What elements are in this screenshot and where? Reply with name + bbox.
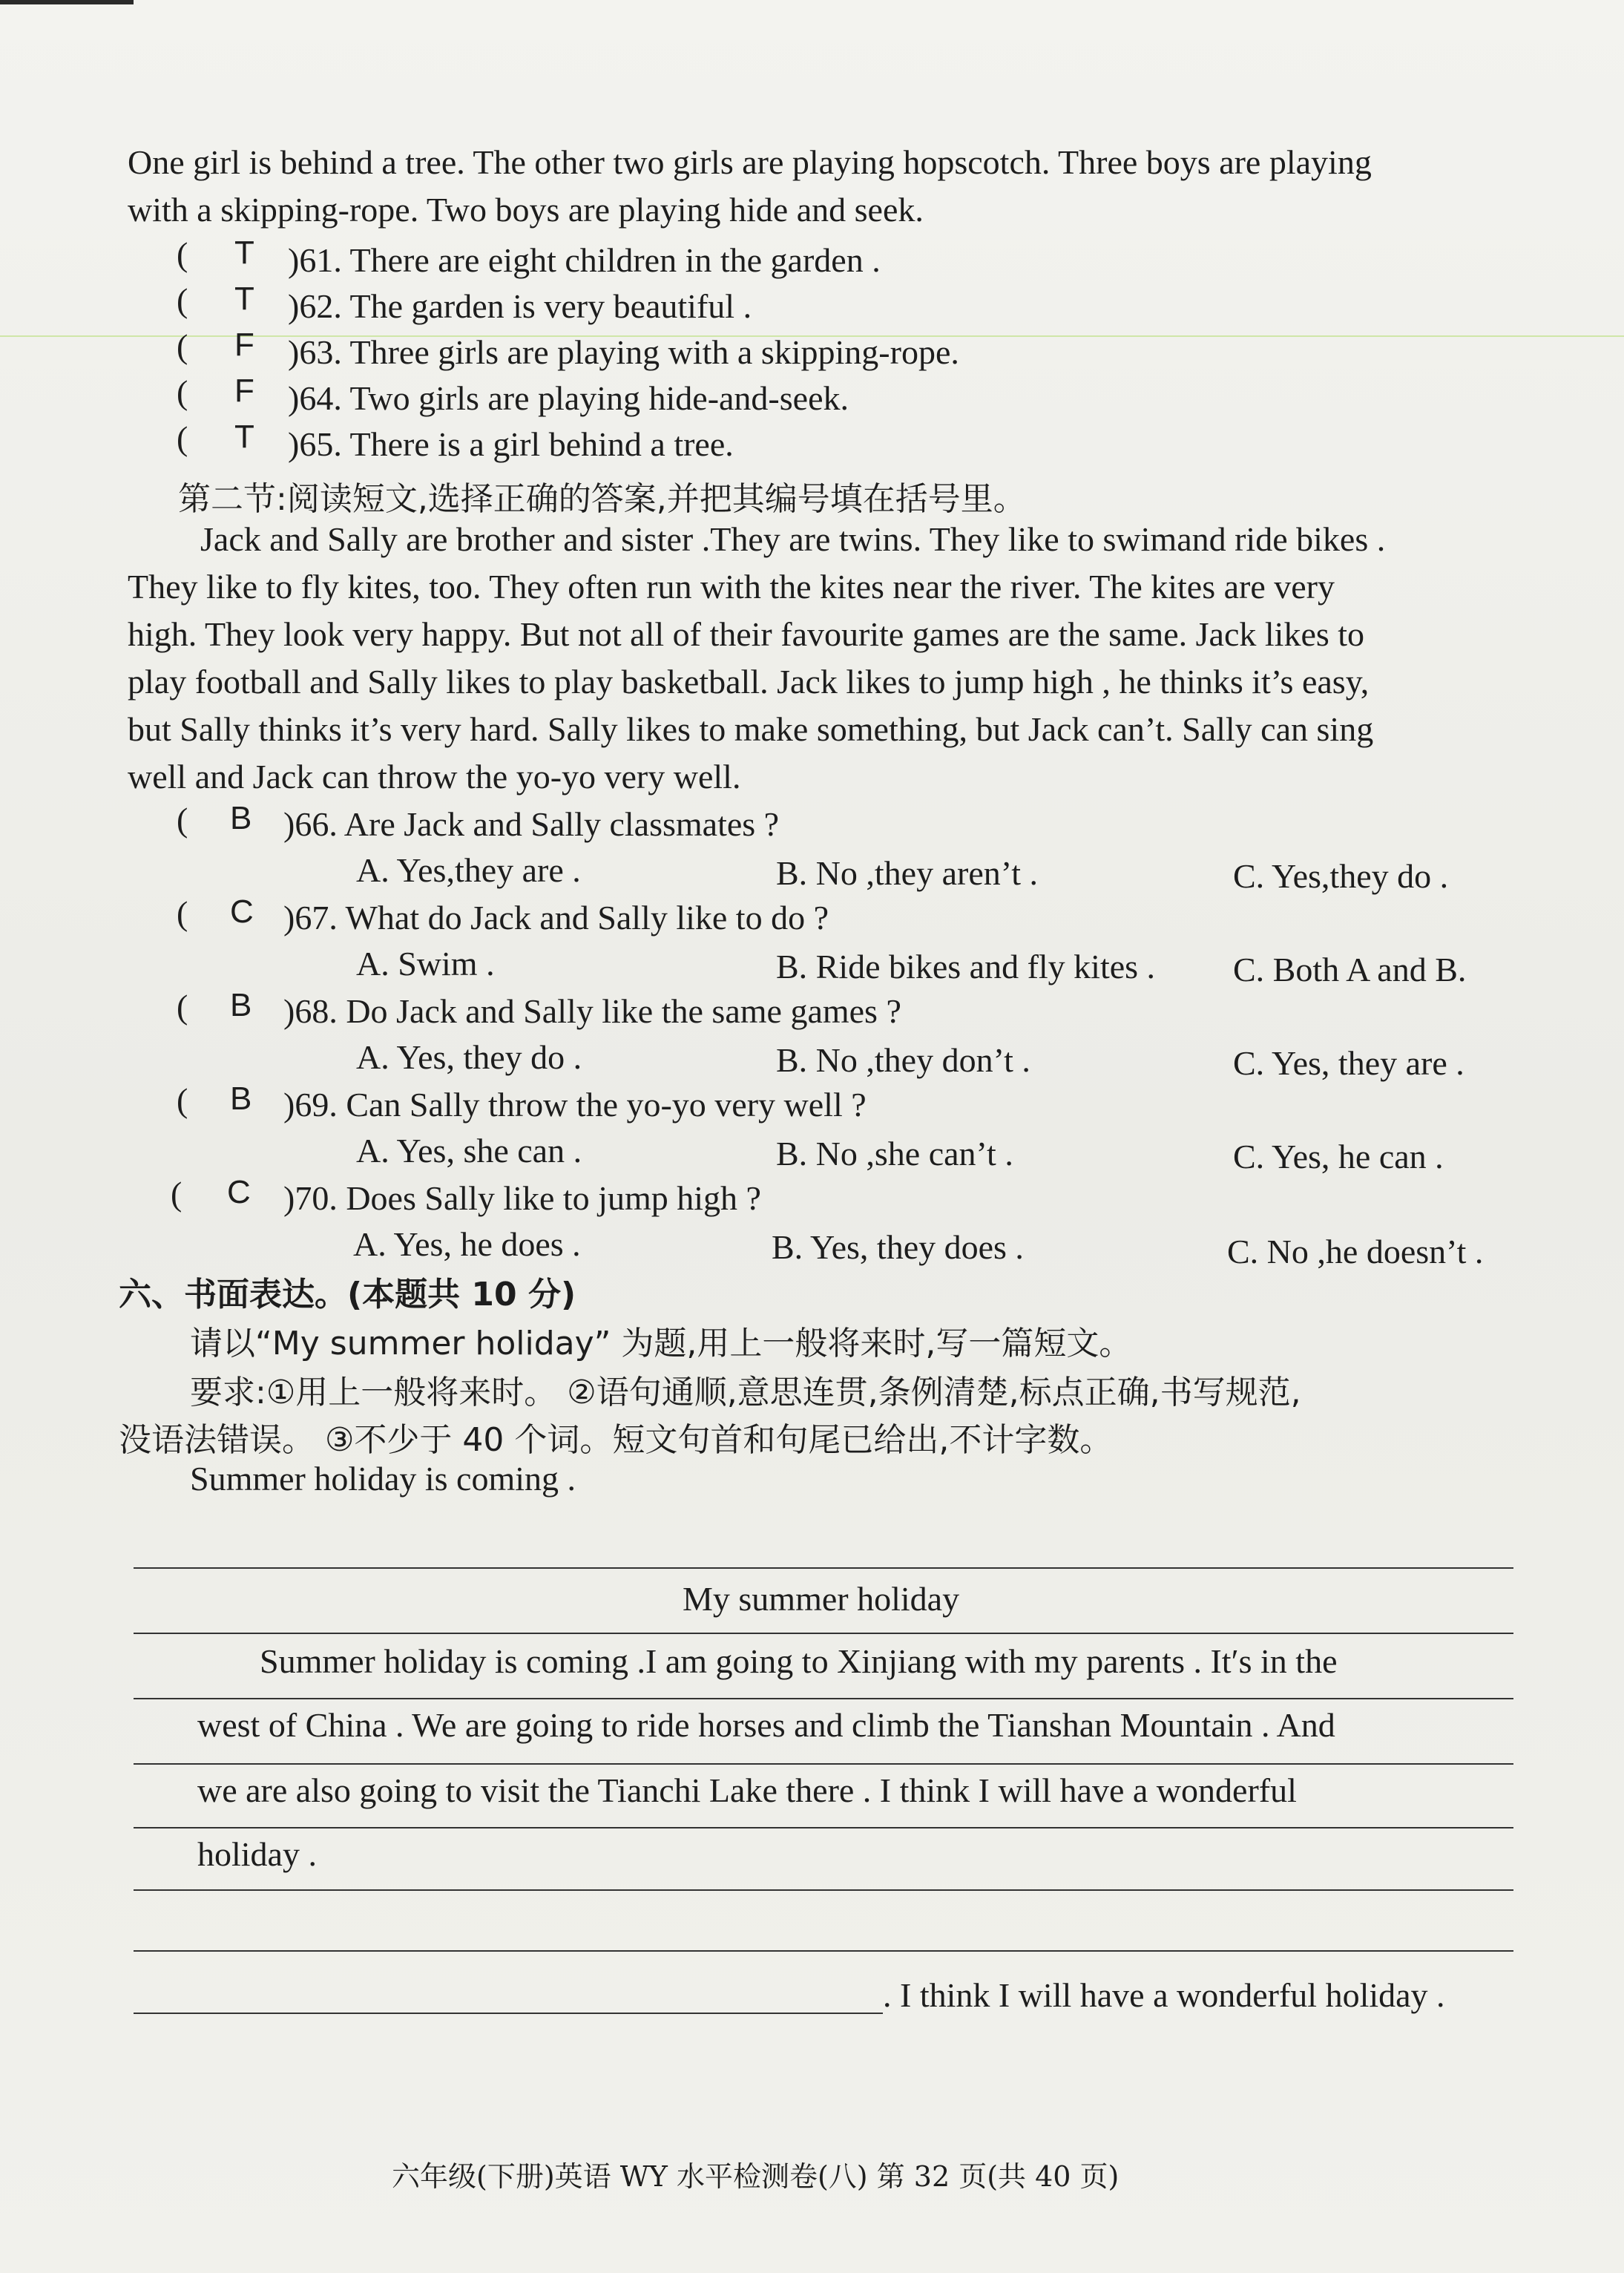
mc-option-69-c: C. Yes, he can . xyxy=(1233,1138,1444,1175)
tf-answer-63: F xyxy=(234,327,254,363)
writing-line-1 xyxy=(134,1567,1513,1569)
mc-option-70-a: A. Yes, he does . xyxy=(353,1225,581,1263)
mc-option-67-c: C. Both A and B. xyxy=(1233,951,1467,988)
writing-line-4 xyxy=(134,1763,1513,1765)
mc-answer-70: C xyxy=(227,1174,251,1210)
tf-answer-62: T xyxy=(234,281,254,317)
mc-paren-70: ( xyxy=(171,1175,183,1213)
mc-answer-66: B xyxy=(230,800,252,836)
tf-paren-64: ( xyxy=(177,373,188,411)
mc-paren-67: ( xyxy=(177,894,188,932)
tf-question-65: )65. There is a girl behind a tree. xyxy=(288,425,734,463)
tf-paren-62: ( xyxy=(177,281,188,319)
tf-question-63: )63. Three girls are playing with a skipping-rope. xyxy=(288,333,959,371)
section2-passage-line-2: They like to fly kites, too. They often run with the kites near the river. The kites are very xyxy=(128,568,1335,606)
tf-answer-65: T xyxy=(234,419,254,455)
mc-option-70-c: C. No ,he doesn’t . xyxy=(1227,1233,1484,1270)
tf-answer-61: T xyxy=(234,234,254,271)
writing-line-2 xyxy=(134,1633,1513,1634)
section6-heading: 六、书面表达。(本题共 10 分) xyxy=(119,1276,576,1313)
section2-passage-line-6: well and Jack can throw the yo-yo very well. xyxy=(128,758,741,796)
section2-passage-line-3: high. They look very happy. But not all of their favourite games are the same. Jack likes to xyxy=(128,615,1365,653)
mc-option-68-c: C. Yes, they are . xyxy=(1233,1044,1464,1082)
mc-question-67: )67. What do Jack and Sally like to do ? xyxy=(283,899,829,937)
tf-question-61: )61. There are eight children in the garden . xyxy=(288,241,881,279)
section2-heading: 第二节:阅读短文,选择正确的答案,并把其编号填在括号里。 xyxy=(178,480,1026,518)
essay-title: My summer holiday xyxy=(683,1580,960,1618)
mc-question-69: )69. Can Sally throw the yo-yo very well ? xyxy=(283,1086,867,1124)
section2-passage-line-4: play football and Sally likes to play basketball. Jack likes to jump high , he thinks it’s easy, xyxy=(128,663,1370,701)
tf-question-64: )64. Two girls are playing hide-and-seek. xyxy=(288,379,849,417)
section6-requirements-line-1: 要求:①用上一般将来时。 ②语句通顺,意思连贯,条例清楚,标点正确,书写规范, xyxy=(190,1374,1301,1411)
mc-option-66-a: A. Yes,they are . xyxy=(356,851,581,889)
section6-requirements-line-2: 没语法错误。 ③不少于 40 个词。短文句首和句尾已给出,不计字数。 xyxy=(119,1421,1113,1459)
mc-question-66: )66. Are Jack and Sally classmates ? xyxy=(283,805,780,843)
mc-question-68: )68. Do Jack and Sally like the same games ? xyxy=(283,992,901,1030)
tf-paren-65: ( xyxy=(177,419,188,457)
mc-answer-68: B xyxy=(230,987,252,1023)
mc-paren-69: ( xyxy=(177,1081,188,1119)
passage1-line-1: One girl is behind a tree. The other two girls are playing hopscotch. Three boys are playing xyxy=(128,143,1372,181)
passage1-line-2: with a skipping-rope. Two boys are playing hide and seek. xyxy=(128,191,924,229)
page-footer: 六年级(下册)英语 WY 水平检测卷(八) 第 32 页(共 40 页) xyxy=(392,2160,1120,2193)
tf-paren-61: ( xyxy=(177,235,188,273)
essay-given-start: Summer holiday is coming . xyxy=(190,1460,576,1498)
mc-option-69-b: B. No ,she can’t . xyxy=(776,1135,1013,1172)
mc-option-70-b: B. Yes, they does . xyxy=(772,1228,1024,1266)
section2-passage-line-5: but Sally thinks it’s very hard. Sally likes to make something, but Jack can’t. Sally can sing xyxy=(128,710,1374,748)
section2-passage-line-1: Jack and Sally are brother and sister .They are twins. They like to swimand ride bikes . xyxy=(200,520,1386,558)
essay-line-3: we are also going to visit the Tianchi Lake there . I think I will have a wonderful xyxy=(197,1771,1297,1809)
essay-line-2: west of China . We are going to ride horses and climb the Tianshan Mountain . And xyxy=(197,1706,1335,1744)
section6-instruction: 请以“My summer holiday” 为题,用上一般将来时,写一篇短文。 xyxy=(190,1325,1132,1362)
essay-given-ending: . I think I will have a wonderful holiday . xyxy=(883,1976,1445,2014)
tf-paren-63: ( xyxy=(177,327,188,365)
mc-paren-68: ( xyxy=(177,988,188,1026)
scan-edge-line xyxy=(0,0,134,4)
mc-option-66-b: B. No ,they aren’t . xyxy=(776,854,1039,892)
mc-answer-69: B xyxy=(230,1080,252,1117)
mc-option-67-b: B. Ride bikes and fly kites . xyxy=(776,948,1156,985)
tf-question-62: )62. The garden is very beautiful . xyxy=(288,287,752,325)
essay-line-4: holiday . xyxy=(197,1835,317,1873)
writing-line-3 xyxy=(134,1698,1513,1699)
mc-option-68-b: B. No ,they don’t . xyxy=(776,1041,1030,1079)
mc-option-67-a: A. Swim . xyxy=(356,945,495,983)
mc-question-70: )70. Does Sally like to jump high ? xyxy=(283,1179,761,1217)
writing-line-5 xyxy=(134,1827,1513,1828)
tf-answer-64: F xyxy=(234,373,254,409)
writing-line-8 xyxy=(134,2013,883,2014)
mc-answer-67: C xyxy=(230,893,254,930)
essay-line-1: Summer holiday is coming .I am going to Xinjiang with my parents . It′s in the xyxy=(260,1642,1338,1680)
mc-paren-66: ( xyxy=(177,801,188,839)
writing-line-6 xyxy=(134,1889,1513,1891)
mc-option-66-c: C. Yes,they do . xyxy=(1233,857,1449,895)
mc-option-69-a: A. Yes, she can . xyxy=(356,1132,582,1170)
writing-line-7 xyxy=(134,1950,1513,1952)
mc-option-68-a: A. Yes, they do . xyxy=(356,1038,582,1076)
